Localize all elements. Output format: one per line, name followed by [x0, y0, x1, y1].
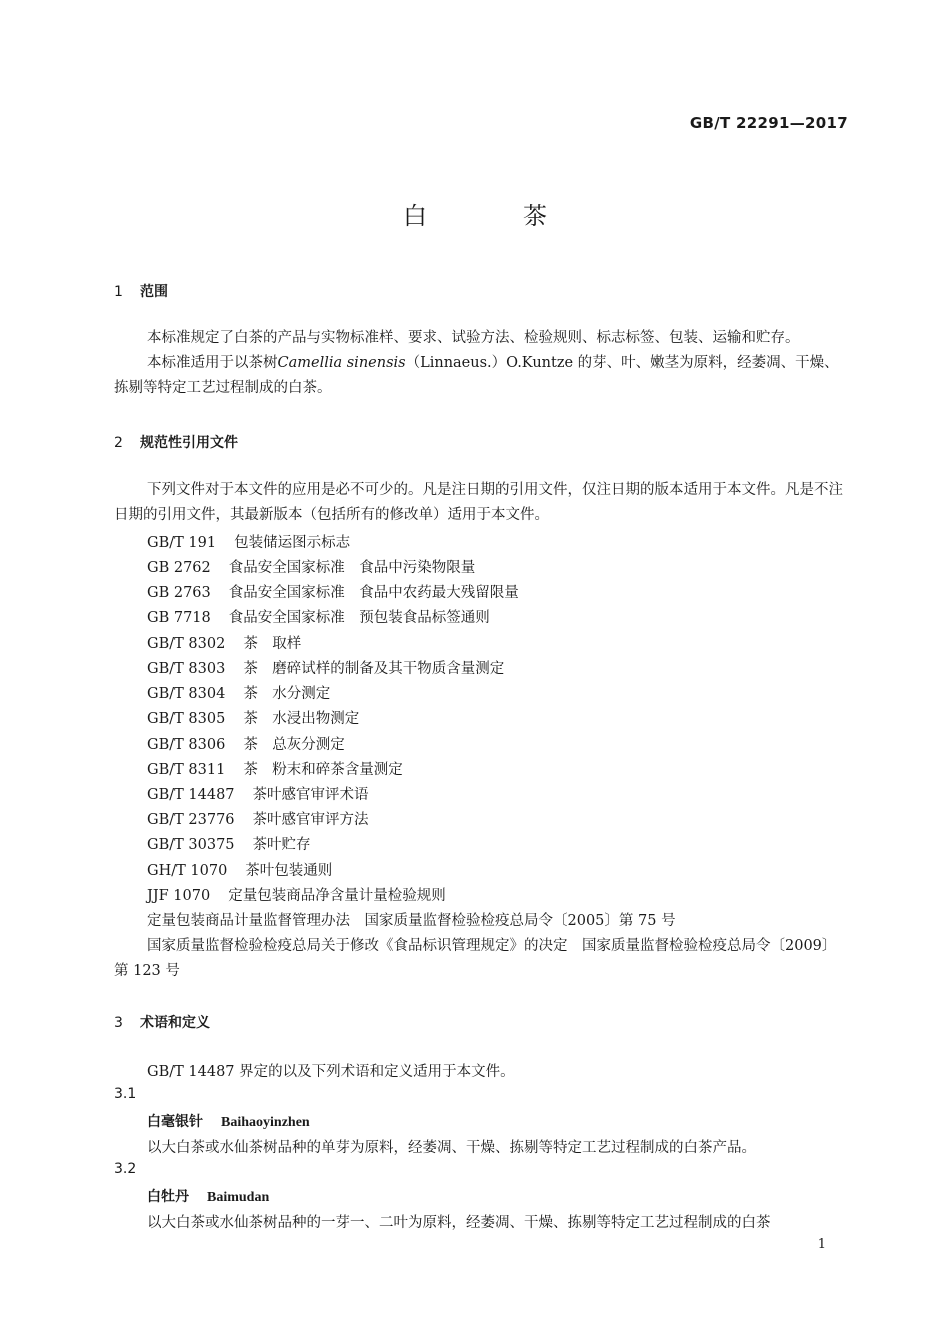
section-heading-references — [114, 432, 238, 452]
reference-item: GB 7718 食品安全国家标准 预包装食品标签通则 — [147, 610, 490, 626]
reference-item: GH/T 1070 茶叶包装通则 — [147, 863, 333, 879]
reference-item: 定量包装商品计量监督管理办法 国家质量监督检验检疫总局令〔2005〕第 75 号 — [147, 913, 676, 929]
reference-item: GB/T 8304 茶 水分测定 — [147, 686, 331, 702]
latin-name: Camellia sinensis — [277, 355, 406, 371]
term-number: 3.2 — [114, 1161, 137, 1177]
page-number: 1 — [817, 1237, 826, 1252]
standard-code: GB/T 22291—2017 — [689, 114, 848, 132]
section-heading-terms — [114, 1012, 210, 1032]
reference-item: GB/T 8302 茶 取样 — [147, 636, 302, 652]
reference-item: GB/T 23776 茶叶感官审评方法 — [147, 812, 369, 828]
term-definition: 以大白茶或水仙茶树品种的单芽为原料，经萎凋、干燥、拣剔等特定工艺过程制成的白茶产品。 — [147, 1140, 756, 1156]
section-title: 范围 — [140, 284, 168, 300]
section-title: 术语和定义 — [140, 1015, 210, 1031]
reference-item: GB 2762 食品安全国家标准 食品中污染物限量 — [147, 560, 476, 576]
reference-item: 国家质量监督检验检疫总局关于修改《食品标识管理规定》的决定 国家质量监督检验检疫总局令〔2009〕第 123 号 — [114, 938, 837, 979]
section-number: 2 — [114, 435, 123, 451]
section-number: 3 — [114, 1015, 123, 1031]
reference-item: GB/T 8306 茶 总灰分测定 — [147, 737, 345, 753]
section-title: 规范性引用文件 — [140, 435, 238, 451]
reference-item: GB 2763 食品安全国家标准 食品中农药最大残留限量 — [147, 585, 519, 601]
terms-intro: GB/T 14487 界定的以及下列术语和定义适用于本文件。 — [147, 1064, 515, 1080]
reference-item: GB/T 30375 茶叶贮存 — [147, 837, 311, 853]
scope-paragraph-2: 本标准适用于以茶树Camellia sinensis（Linnaeus.）O.Kuntze 的芽、叶、嫩茎为原料，经萎凋、干燥、拣剔等特定工艺过程制成的白茶。 — [114, 355, 839, 396]
scope-paragraph-1: 本标准规定了白茶的产品与实物标准样、要求、试验方法、检验规则、标志标签、包装、运输和贮存。 — [147, 330, 800, 346]
term-heading: 白毫银针 Baihaoyinzhen — [147, 1114, 310, 1130]
reference-item: GB/T 8305 茶 水浸出物测定 — [147, 711, 360, 727]
document-title: 白茶 — [403, 202, 643, 230]
reference-item: GB/T 14487 茶叶感官审评术语 — [147, 787, 369, 803]
section-number: 1 — [114, 284, 123, 300]
reference-item: JJF 1070 定量包装商品净含量计量检验规则 — [147, 888, 446, 904]
term-definition: 以大白茶或水仙茶树品种的一芽一、二叶为原料，经萎凋、干燥、拣剔等特定工艺过程制成的白茶 — [147, 1215, 771, 1231]
reference-item: GB/T 8311 茶 粉末和碎茶含量测定 — [147, 762, 403, 778]
term-heading: 白牡丹 Baimudan — [147, 1189, 270, 1205]
section-heading-scope — [114, 281, 168, 301]
term-number: 3.1 — [114, 1086, 137, 1102]
reference-item: GB/T 8303 茶 磨碎试样的制备及其干物质含量测定 — [147, 661, 505, 677]
references-intro: 下列文件对于本文件的应用是必不可少的。凡是注日期的引用文件，仅注日期的版本适用于本文件。凡是不注日期的引用文件，其最新版本（包括所有的修改单）适用于本文件。 — [114, 482, 843, 523]
reference-item: GB/T 191 包装储运图示标志 — [147, 535, 351, 551]
